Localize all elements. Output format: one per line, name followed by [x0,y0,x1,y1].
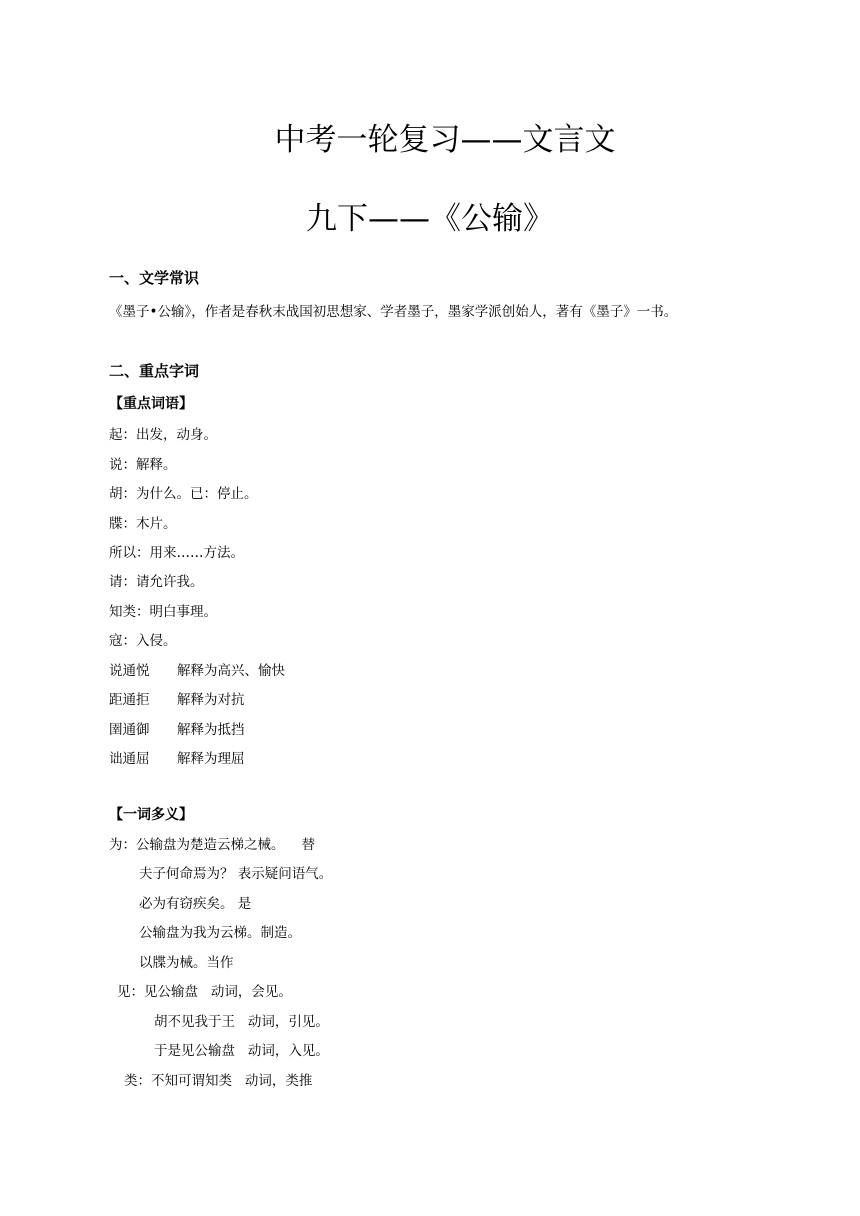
polysemy-line: 必为有窃疾矣。 是 [139,896,252,912]
document-subtitle: 九下——《公输》 [306,201,554,237]
tongjia-meaning: 解释为理屈 [177,751,245,767]
polysemy-line: 公输盘为我为云梯。制造。 [139,925,301,941]
polysemy-line: 见：见公输盘 动词，会见。 [117,984,292,1000]
polysemy-line: 以牒为械。当作 [139,955,234,971]
key-word-line: 胡：为什么。已：停止。 [109,486,258,502]
polysemy-line: 为：公输盘为楚造云梯之械。 替 [109,837,316,853]
section-heading-literature: 一、文学常识 [109,269,200,287]
polysemy-line: 夫子何命焉为？ 表示疑问语气。 [139,866,333,882]
section-heading-key-words: 二、重点字词 [109,362,200,380]
tongjia-meaning: 解释为抵挡 [177,722,245,738]
document-title: 中考一轮复习——文言文 [274,122,616,158]
key-word-line: 所以：用来……方法。 [109,545,244,561]
tongjia-word: 距通拒 [109,692,150,708]
tongjia-word: 说通悦 [109,663,150,679]
key-word-line: 请：请允许我。 [109,574,204,590]
key-word-line: 寇：入侵。 [109,633,177,649]
polysemy-line: 胡不见我于王 动词，引见。 [154,1014,329,1030]
tongjia-meaning: 解释为高兴、愉快 [177,663,285,679]
tongjia-word: 圉通御 [109,722,150,738]
tongjia-meaning: 解释为对抗 [177,692,245,708]
tongjia-word: 诎通屈 [109,751,150,767]
key-word-line: 起：出发，动身。 [109,427,217,443]
polysemy-subheading: 【一词多义】 [109,807,193,823]
polysemy-line: 类：不知可谓知类 动词，类推 [124,1073,313,1089]
key-word-line: 说：解释。 [109,457,177,473]
key-word-line: 知类：明白事理。 [109,604,217,620]
key-word-line: 牒：木片。 [109,516,177,532]
literature-text: 《墨子•公输》，作者是春秋末战国初思想家、学者墨子，墨家学派创始人，著有《墨子》一书。 [109,304,678,320]
key-words-subheading: 【重点词语】 [109,396,193,412]
polysemy-line: 于是见公输盘 动词，入见。 [154,1043,329,1059]
